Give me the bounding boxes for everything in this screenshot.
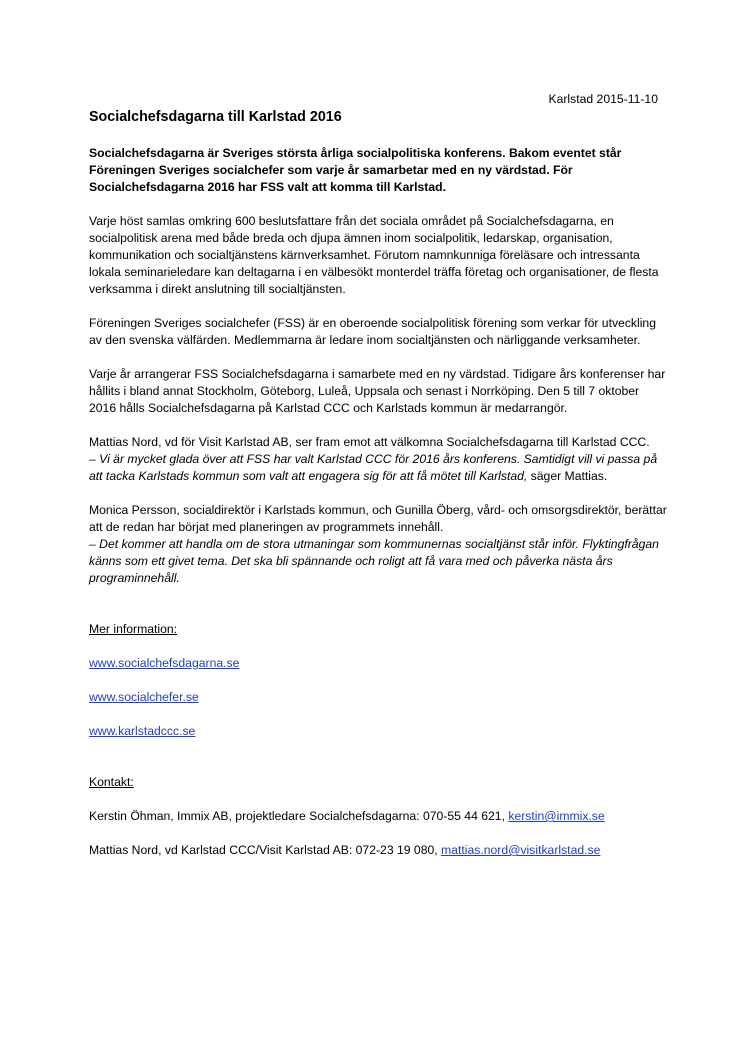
document-body [89,145,669,876]
paragraph-host-city: Varje år arrangerar FSS Socialchefsdagarna i samarbete med en ny värdstad. Tidigare års konferenser har hållits i bland annat Stockholm, Göteborg, Luleå, Uppsala och senast i Norrköping. Den 5 till 7 oktober 2016 hålls Socialchefsdagarna på Karlstad CCC och Karlstads kommun är medarrangör. [89,367,666,415]
email-link-kerstin[interactable]: kerstin@immix.se [508,809,605,823]
mattias-quote: – Vi är mycket glada över att FSS har valt Karlstad CCC för 2016 års konferens. Samtidigt vill vi passa på att tacka Karlstads kommun som valt att engagera sig för att få mötet till Karlstad, [89,452,658,483]
email-link-mattias[interactable]: mattias.nord@visitkarlstad.se [441,843,601,857]
link-socialchefsdagarna[interactable]: www.socialchefsdagarna.se [89,656,240,670]
contact-kerstin [89,808,669,825]
link-item [89,689,669,706]
paragraph-monica-gunilla [89,502,669,587]
spacer [89,757,669,774]
monica-intro: Monica Persson, socialdirektör i Karlstads kommun, och Gunilla Öberg, vård- och omsorgsdirektör, berättar att de redan har börjat med planeringen av programmets innehåll. [89,503,667,534]
link-item [89,723,669,740]
contact-mattias-text: Mattias Nord, vd Karlstad CCC/Visit Karlstad AB: 072-23 19 080, [89,843,442,857]
paragraph-conference-description: Varje höst samlas omkring 600 beslutsfattare från det sociala området på Socialchefsdagarna, en socialpolitisk arena med både breda och djupa ämnen inom socialpolitik, ledarskap, organisation, kommunikation och socialtjänstens kärnverksamhet. Förutom namnkunniga föreläsare och intressanta lokala seminarieledare kan deltagarna i en välbesökt monterdel träffa företag och organisationer, de flesta verksamma i direkt anslutning till socialtjänsten. [89,214,659,296]
link-karlstadccc[interactable]: www.karlstadccc.se [89,724,196,738]
contact-heading: Kontakt: [89,775,134,789]
link-item [89,655,669,672]
link-socialchefer[interactable]: www.socialchefer.se [89,690,199,704]
paragraph-fss-description: Föreningen Sveriges socialchefer (FSS) är en oberoende socialpolitisk förening som verkar för utveckling av den svenska välfärden. Medlemmarna är ledare inom socialtjänsten och närliggande verksamheter. [89,316,656,347]
document-date: Karlstad 2015-11-10 [548,92,658,106]
contact-kerstin-text: Kerstin Öhman, Immix AB, projektledare Socialchefsdagarna: 070-55 44 621, [89,809,509,823]
lead-paragraph: Socialchefsdagarna är Sveriges största årliga socialpolitiska konferens. Bakom eventet står Föreningen Sveriges socialchefer som varje år samarbetar med en ny värdstad. För Socialchefsdagarna 2016 har FSS valt att komma till Karlstad. [89,146,622,194]
mattias-attribution: säger Mattias. [527,469,608,483]
more-info-heading: Mer information: [89,622,178,636]
mattias-intro: Mattias Nord, vd för Visit Karlstad AB, ser fram emot att välkomna Socialchefsdagarna till Karlstad CCC. [89,435,650,449]
paragraph-mattias-nord [89,434,669,485]
contact-mattias [89,842,669,859]
document-title: Socialchefsdagarna till Karlstad 2016 [89,109,342,125]
spacer [89,604,669,621]
monica-quote: – Det kommer att handla om de stora utmaningar som kommunernas socialtjänst står inför. Flyktingfrågan känns som ett givet tema. Det ska bli spännande och roligt att få vara med och påverka nästa års programinnehåll. [89,537,659,585]
